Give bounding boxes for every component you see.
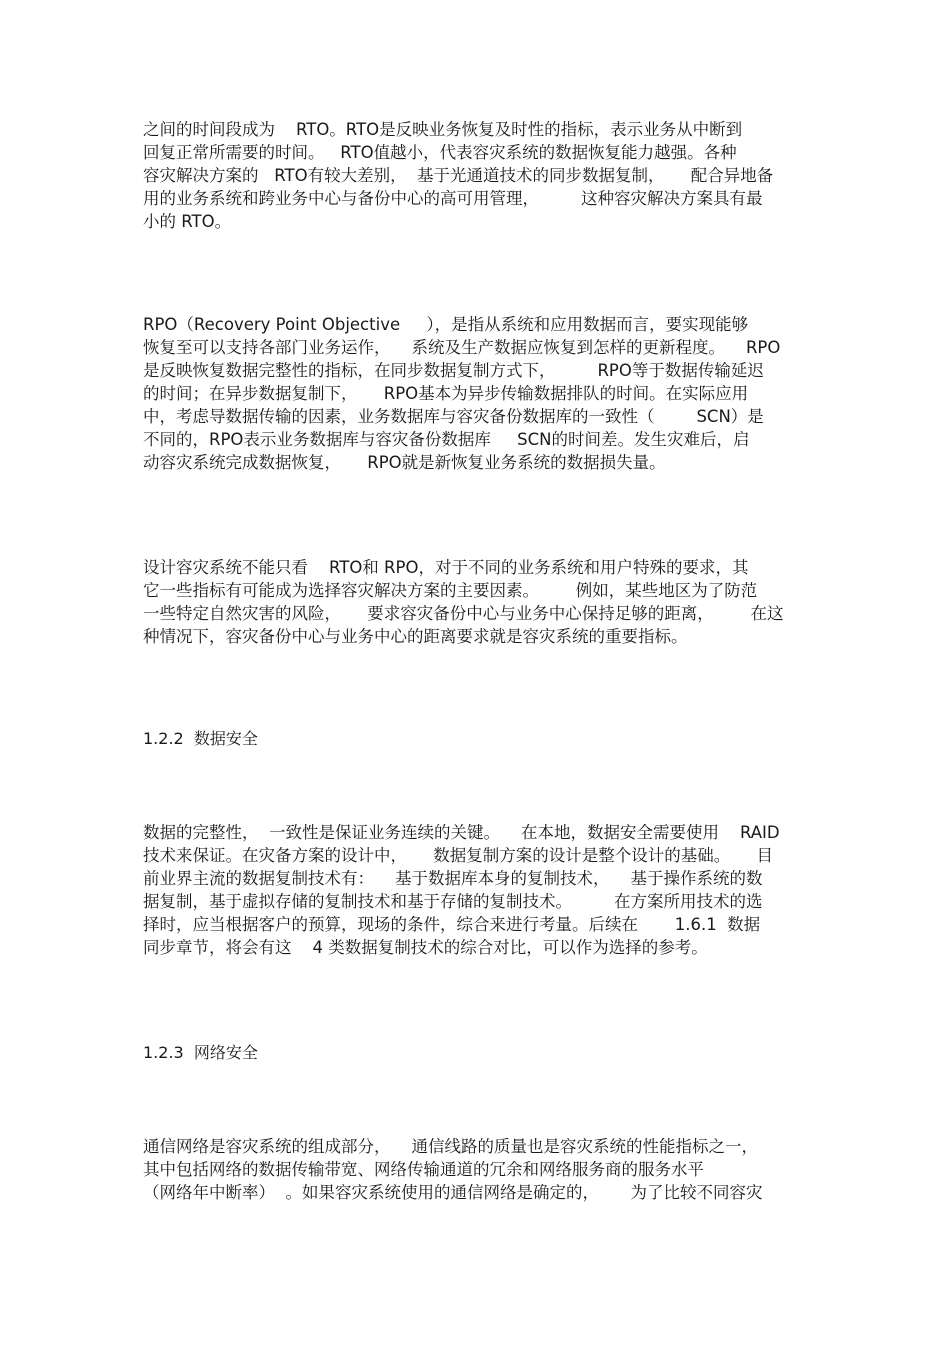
text-line: RPO（Recovery Point Objective ），是指从系统和应用数据而言，要实现能够 <box>143 315 749 334</box>
section-heading-network-security <box>143 1041 823 1064</box>
section-heading-data-security <box>143 727 823 750</box>
text-line: 的时间；在异步数据复制下， RPO基本为异步传输数据排队的时间。在实际应用 <box>143 384 749 403</box>
paragraph-other-metrics <box>143 556 823 648</box>
text-line: 回复正常所需要的时间。 RTO值越小，代表容灾系统的数据恢复能力越强。各种 <box>143 143 737 162</box>
text-line: 种情况下，容灾备份中心与业务中心的距离要求就是容灾系统的重要指标。 <box>143 627 688 646</box>
text-line: 动容灾系统完成数据恢复， RPO就是新恢复业务系统的数据损失量。 <box>143 453 666 472</box>
text-line: 用的业务系统和跨业务中心与备份中心的高可用管理， 这种容灾解决方案具有最 <box>143 189 763 208</box>
text-line: 它一些指标有可能成为选择容灾解决方案的主要因素。 例如，某些地区为了防范 <box>143 581 758 600</box>
text-line: 恢复至可以支持各部门业务运作， 系统及生产数据应恢复到怎样的更新程度。 RPO <box>143 338 781 357</box>
text-line: 容灾解决方案的 RTO有较大差别， 基于光通道技术的同步数据复制， 配合异地备 <box>143 166 774 185</box>
text-line: 前业界主流的数据复制技术有： 基于数据库本身的复制技术， 基于操作系统的数 <box>143 869 763 888</box>
paragraph-rpo <box>143 313 823 474</box>
text-line: 小的 RTO。 <box>143 212 232 231</box>
paragraph-rto <box>143 118 823 233</box>
paragraph-network-security <box>143 1135 823 1204</box>
text-line: 其中包括网络的数据传输带宽、网络传输通道的冗余和网络服务商的服务水平 <box>143 1160 704 1179</box>
paragraph-data-security <box>143 821 823 959</box>
section-heading: 1.2.3 网络安全 <box>143 1043 258 1062</box>
text-line: 不同的，RPO表示业务数据库与容灾备份数据库 SCN的时间差。发生灾难后，启 <box>143 430 750 449</box>
text-line: 中，考虑导数据传输的因素，业务数据库与容灾备份数据库的一致性（ SCN）是 <box>143 407 764 426</box>
text-line: 设计容灾系统不能只看 RTO和 RPO，对于不同的业务系统和用户特殊的要求，其 <box>143 558 749 577</box>
text-line: 同步章节，将会有这 4 类数据复制技术的综合对比，可以作为选择的参考。 <box>143 938 708 957</box>
section-heading: 1.2.2 数据安全 <box>143 729 258 748</box>
text-line: 数据的完整性， 一致性是保证业务连续的关键。 在本地，数据安全需要使用 RAID <box>143 823 780 842</box>
text-line: 之间的时间段成为 RTO。RTO是反映业务恢复及时性的指标，表示业务从中断到 <box>143 120 743 139</box>
text-line: （网络年中断率） 。如果容灾系统使用的通信网络是确定的， 为了比较不同容灾 <box>143 1183 763 1202</box>
text-line: 择时，应当根据客户的预算，现场的条件，综合来进行考量。后续在 1.6.1 数据 <box>143 915 761 934</box>
text-line: 一些特定自然灾害的风险， 要求容灾备份中心与业务中心保持足够的距离， 在这 <box>143 604 784 623</box>
text-line: 通信网络是容灾系统的组成部分， 通信线路的质量也是容灾系统的性能指标之一， <box>143 1137 758 1156</box>
text-line: 据复制，基于虚拟存储的复制技术和基于存储的复制技术。 在方案所用技术的选 <box>143 892 763 911</box>
text-line: 技术来保证。在灾备方案的设计中， 数据复制方案的设计是整个设计的基础。 目 <box>143 846 773 865</box>
text-line: 是反映恢复数据完整性的指标，在同步数据复制方式下， RPO等于数据传输延迟 <box>143 361 764 380</box>
